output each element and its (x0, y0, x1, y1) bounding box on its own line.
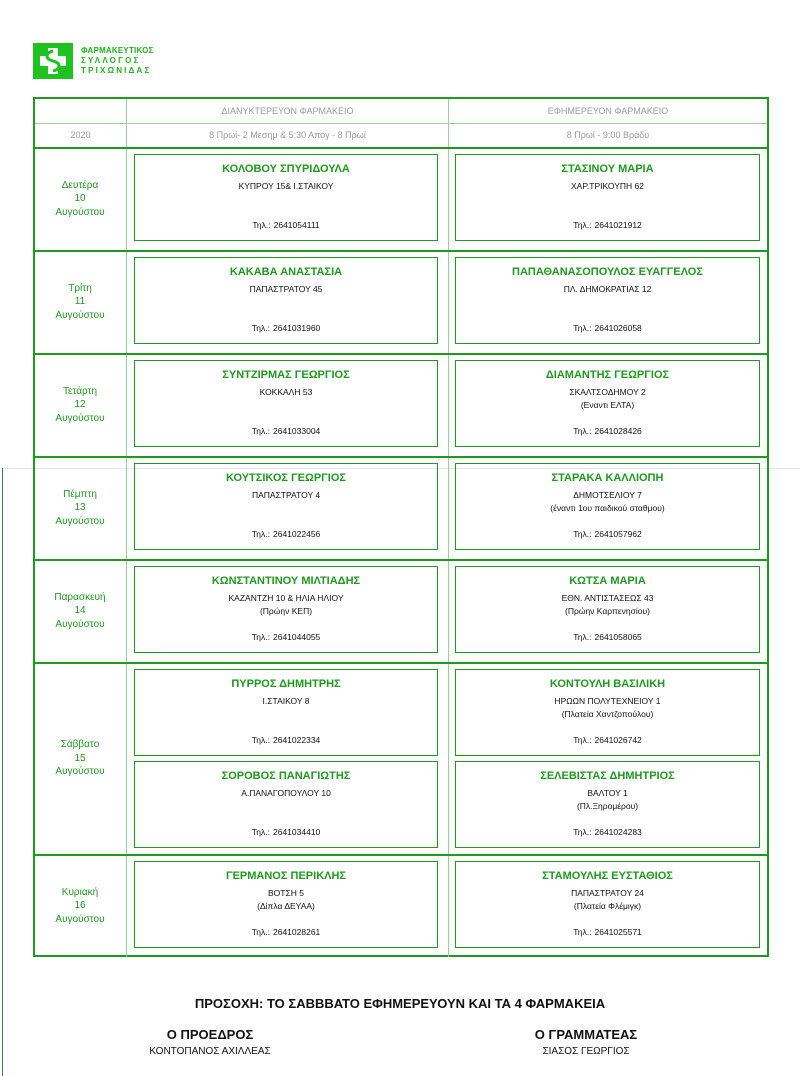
pharmacist-name: ΚΟΥΤΣΙΚΟΣ ΓΕΩΡΓΙΟΣ (226, 472, 346, 484)
day-row (35, 147, 767, 250)
pharmacy-address: ΗΡΩΩΝ ΠΟΛΥΤΕΧΝΕΙΟΥ 1 (554, 696, 661, 706)
day-label (35, 591, 125, 632)
duty-pharmacy-hours: 8 Πρωί - 9:00 Βράδυ (566, 130, 650, 140)
pharmacy-address-note: (Πρώην ΚΕΠ) (259, 606, 313, 616)
page-edge-line (2, 468, 3, 1076)
pharmacist-name: ΣΤΑΡΑΚΑ ΚΑΛΛΙΟΠΗ (551, 472, 664, 484)
pharmacy-phone (456, 927, 759, 937)
phone-number: 2641031960 (273, 323, 321, 333)
duty-pharmacy-card (455, 154, 760, 241)
phone-number: 2641024283 (594, 827, 642, 837)
pharmacy-address: Ι.ΣΤΑΙΚΟΥ 8 (262, 696, 310, 706)
day-day: 14 (74, 605, 86, 616)
day-row (35, 559, 767, 662)
phone-number: 2641025571 (594, 927, 642, 937)
day-month: Αυγούστου (55, 618, 105, 630)
duty-pharmacy-card (455, 761, 760, 848)
phone-label: Τηλ.: (251, 927, 270, 937)
phone-label: Τηλ.: (251, 735, 270, 745)
phone-number: 2641028426 (594, 426, 642, 436)
day-day: 15 (74, 752, 86, 764)
pharmacy-address: Α.ΠΑΝΑΓΟΠΟΥΛΟΥ 10 (241, 788, 331, 798)
pharmacy-address: ΒΑΛΤΟΥ 1 (587, 788, 628, 798)
night-pharmacy-title: ΔΙΑΝΥΚΤΕΡΕΥΟΝ ΦΑΡΜΑΚΕΙΟ (221, 106, 354, 116)
pharmacy-address-note: (Πλατεία Φλέμιγκ) (573, 901, 642, 911)
pharmacy-cross-icon (33, 43, 73, 79)
day-row (35, 250, 767, 353)
pharmacy-phone (135, 735, 437, 745)
day-label (35, 282, 125, 323)
phone-number: 2641054111 (273, 220, 320, 230)
president-signature (110, 1027, 310, 1057)
pharmacist-name: ΣΥΝΤΖΙΡΜΑΣ ΓΕΩΡΓΙΟΣ (222, 369, 350, 381)
pharmacy-phone (135, 827, 437, 837)
pharmacy-phone (135, 426, 437, 436)
pharmacy-address: ΚΥΠΡΟΥ 15& Ι.ΣΤΑΙΚΟΥ (238, 181, 334, 191)
phone-label: Τηλ.: (573, 323, 592, 333)
duty-pharmacy-card (455, 360, 760, 447)
day-day: 11 (74, 296, 86, 307)
pharmacy-address: ΠΑΠΑΣΤΡΑΤΟΥ 24 (571, 888, 644, 898)
pharmacist-name: ΠΥΡΡΟΣ ΔΗΜΗΤΡΗΣ (231, 678, 341, 690)
pharmacy-address: ΕΘΝ. ΑΝΤΙΣΤΑΣΕΩΣ 43 (561, 593, 654, 603)
phone-label: Τηλ.: (251, 323, 270, 333)
day-row (35, 353, 767, 456)
day-weekday: Πέμπτη (63, 488, 97, 500)
association-logo (33, 43, 154, 79)
day-label (35, 179, 125, 220)
pharmacist-name: ΣΟΡΟΒΟΣ ΠΑΝΑΓΙΩΤΗΣ (221, 770, 351, 782)
pharmacy-address: ΒΟΤΣΗ 5 (268, 888, 304, 898)
pharmacy-address-note: (Εναντι ΕΛΤΑ) (580, 400, 635, 410)
day-day: 12 (74, 399, 86, 410)
day-weekday: Τετάρτη (62, 385, 98, 397)
phone-label: Τηλ.: (573, 220, 592, 230)
phone-label: Τηλ.: (252, 220, 271, 230)
phone-number: 2641034410 (273, 827, 321, 837)
duty-pharmacy-card (455, 566, 760, 653)
day-label (35, 488, 125, 529)
phone-label: Τηλ.: (251, 426, 270, 436)
president-title: Ο ΠΡΟΕΔΡΟΣ (166, 1027, 254, 1042)
night-pharmacy-card (134, 154, 438, 241)
night-pharmacy-card (134, 463, 438, 550)
secretary-title: Ο ΓΡΑΜΜΑΤΕΑΣ (534, 1027, 638, 1042)
day-day: 13 (74, 502, 86, 513)
phone-label: Τηλ.: (573, 426, 592, 436)
phone-number: 2641033004 (273, 426, 321, 436)
phone-number: 2641021912 (594, 220, 642, 230)
pharmacy-address: ΠΑΠΑΣΤΡΑΤΟΥ 4 (251, 490, 321, 500)
phone-label: Τηλ.: (251, 632, 270, 642)
saturday-notice: ΠΡΟΣΟΧΗ: ΤΟ ΣΑΒΒΒΑΤΟ ΕΦΗΜΕΡΕΥΟΥΝ ΚΑΙ ΤΑ 4 ΦΑΡΜΑΚΕΙΑ (194, 996, 606, 1011)
day-weekday: Κυριακή (61, 886, 99, 898)
day-month: Αυγούστου (55, 309, 105, 321)
day-label (35, 385, 125, 426)
pharmacy-phone (135, 220, 437, 230)
day-weekday: Δευτέρα (61, 179, 99, 191)
phone-label: Τηλ.: (573, 827, 592, 837)
pharmacy-phone (135, 529, 437, 539)
day-label (35, 738, 125, 779)
phone-number: 2641026058 (594, 323, 642, 333)
night-pharmacy-card (134, 360, 438, 447)
pharmacist-name: ΚΩΝΣΤΑΝΤΙΝΟΥ ΜΙΛΤΙΑΔΗΣ (211, 575, 361, 587)
night-pharmacy-hours: 8 Πρωί- 2 Μεσημ & 5:30 Απογ - 8 Πρωί (209, 130, 366, 140)
pharmacy-address-note: (Δίπλα ΔΕΥΑΑ) (257, 901, 315, 911)
logo-line-2: ΣΥΛΛΟΓΟΣ (81, 56, 141, 65)
phone-number: 2641022456 (273, 529, 321, 539)
phone-label: Τηλ.: (573, 632, 592, 642)
day-row (35, 456, 767, 559)
phone-number: 2641044055 (273, 632, 321, 642)
pharmacy-address-note: (Πρώην Καρπενησίου) (565, 606, 650, 616)
pharmacy-phone (456, 735, 759, 745)
day-row (35, 662, 767, 854)
phone-label: Τηλ.: (251, 827, 270, 837)
duty-pharmacy-card (455, 257, 760, 344)
phone-label: Τηλ.: (573, 927, 592, 937)
phone-number: 2641026742 (594, 735, 642, 745)
duty-pharmacy-card (455, 861, 760, 948)
phone-label: Τηλ.: (251, 529, 270, 539)
pharmacy-phone (456, 220, 759, 230)
phone-label: Τηλ.: (573, 529, 592, 539)
pharmacy-phone (135, 927, 437, 937)
day-month: Αυγούστου (55, 412, 105, 424)
pharmacy-address: ΚΟΚΚΑΛΗ 53 (259, 387, 313, 397)
day-label (35, 886, 125, 927)
day-weekday: Τρίτη (68, 282, 92, 294)
pharmacy-address-note: (έναντι 1ου παιδικού σταθμου) (550, 503, 665, 513)
night-pharmacy-card (134, 669, 438, 756)
pharmacist-name: ΚΩΤΣΑ ΜΑΡΙΑ (569, 575, 646, 587)
phone-number: 2641028261 (273, 927, 321, 937)
pharmacist-name: ΓΕΡΜΑΝΟΣ ΠΕΡΙΚΛΗΣ (225, 870, 347, 882)
pharmacist-name: ΣΤΑΜΟΥΛΗΣ ΕΥΣΤΑΘΙΟΣ (542, 870, 673, 882)
duty-pharmacy-card (455, 669, 760, 756)
day-month: Αυγούστου (55, 766, 105, 777)
pharmacist-name: ΠΑΠΑΘΑΝΑΣΟΠΟΥΛΟΣ ΕΥΑΓΓΕΛΟΣ (512, 266, 703, 278)
phone-label: Τηλ.: (573, 735, 592, 745)
pharmacy-address-note: (Πλ.Ξηρομέρου) (576, 801, 639, 811)
day-day: 10 (74, 193, 86, 204)
pharmacy-address: ΧΑΡ.ΤΡΙΚΟΥΠΗ 62 (570, 181, 644, 191)
pharmacy-phone (135, 632, 437, 642)
duty-pharmacy-title: ΕΦΗΜΕΡΕΥΟΝ ΦΑΡΜΑΚΕΙΟ (547, 106, 669, 116)
night-pharmacy-card (134, 761, 438, 848)
pharmacy-address: ΠΛ. ΔΗΜΟΚΡΑΤΙΑΣ 12 (563, 284, 652, 294)
day-day: 16 (74, 900, 86, 911)
pharmacy-phone (456, 323, 759, 333)
pharmacy-phone (456, 632, 759, 642)
pharmacy-address: ΚΑΖΑΝΤΖΗ 10 & ΗΛΙΑ ΗΛΙΟΥ (228, 593, 344, 603)
phone-number: 2641022334 (273, 735, 321, 745)
night-pharmacy-card (134, 257, 438, 344)
header-row-hours (35, 123, 767, 147)
secretary-name: ΣΙΑΣΟΣ ΓΕΩΡΓΙΟΣ (542, 1046, 630, 1057)
pharmacy-phone (456, 529, 759, 539)
pharmacist-name: ΚΟΛΟΒΟΥ ΣΠΥΡΙΔΟΥΛΑ (222, 163, 350, 175)
pharmacy-schedule-table (33, 97, 769, 957)
pharmacy-address: ΔΗΜΟΤΣΕΛΙΟΥ 7 (573, 490, 642, 500)
header-row-titles (35, 99, 767, 124)
night-pharmacy-card (134, 861, 438, 948)
day-row (35, 854, 767, 957)
pharmacy-phone (135, 323, 437, 333)
pharmacy-address: ΠΑΠΑΣΤΡΑΤΟΥ 45 (249, 284, 323, 294)
pharmacy-address: ΣΚΑΛΤΣΟΔΗΜΟΥ 2 (569, 387, 646, 397)
night-pharmacy-card (134, 566, 438, 653)
day-month: Αυγούστου (55, 206, 105, 218)
year-label: 2020 (70, 130, 91, 140)
duty-pharmacy-card (455, 463, 760, 550)
pharmacist-name: ΔΙΑΜΑΝΤΗΣ ΓΕΩΡΓΙΟΣ (545, 369, 670, 381)
pharmacy-phone (456, 827, 759, 837)
day-weekday: Σάββατο (60, 739, 100, 750)
day-weekday: Παρασκευή (54, 591, 106, 603)
phone-number: 2641058065 (594, 632, 642, 642)
phone-number: 2641057962 (594, 529, 642, 539)
secretary-signature (486, 1027, 686, 1057)
pharmacy-address-note: (Πλατεία Χαντζοπούλου) (561, 709, 654, 719)
day-month: Αυγούστου (55, 515, 105, 527)
logo-line-1: ΦΑΡΜΑΚΕΥΤΙΚΟΣ (81, 46, 154, 55)
pharmacist-name: ΣΕΛΕΒΙΣΤΑΣ ΔΗΜΗΤΡΙΟΣ (540, 770, 675, 782)
pharmacist-name: ΣΤΑΣΙΝΟΥ ΜΑΡΙΑ (561, 163, 654, 175)
pharmacy-phone (456, 426, 759, 436)
day-month: Αυγούστου (55, 913, 105, 925)
pharmacist-name: ΚΟΝΤΟΥΛΗ ΒΑΣΙΛΙΚΗ (549, 678, 666, 690)
president-name: ΚΟΝΤΟΠΑΝΟΣ ΑΧΙΛΛΕΑΣ (149, 1046, 271, 1057)
logo-line-3: ΤΡΙΧΩΝΙΔΑΣ (81, 66, 152, 75)
pharmacist-name: ΚΑΚΑΒΑ ΑΝΑΣΤΑΣΙΑ (229, 266, 343, 278)
